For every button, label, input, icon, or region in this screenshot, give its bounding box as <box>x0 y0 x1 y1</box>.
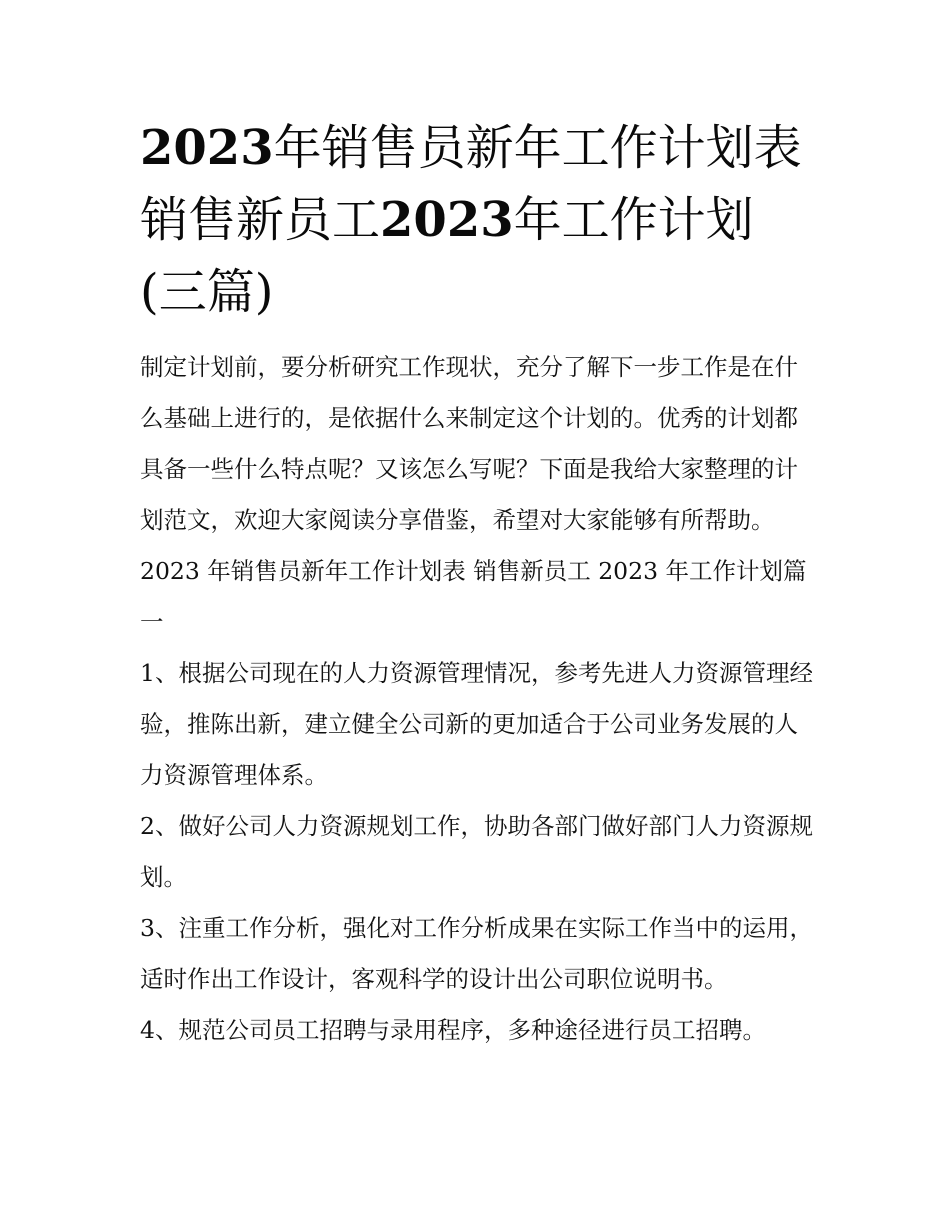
section-heading: 2023 年销售员新年工作计划表 销售新员工 2023 年工作计划篇一 <box>140 557 807 636</box>
list-item: 3、注重工作分析，强化对工作分析成果在实际工作当中的运用，适时作出工作设计，客观科学的设计出公司职位说明书。 <box>140 914 813 993</box>
document-content <box>140 112 820 1056</box>
list-item: 4、规范公司员工招聘与录用程序，多种途径进行员工招聘。 <box>140 1016 766 1044</box>
intro-paragraph: 制定计划前，要分析研究工作现状，充分了解下一步工作是在什么基础上进行的，是依据什么来制定这个计划的。优秀的计划都具备一些什么特点呢？又该怎么写呢？下面是我给大家整理的计划范文，欢迎大家阅读分享借鉴，希望对大家能够有所帮助。 <box>140 353 798 534</box>
title-text-1: 年销售员新年工作计划表 <box>273 120 802 176</box>
list-item: 1、根据公司现在的人力资源管理情况，参考先进人力资源管理经验，推陈出新，建立健全公司新的更加适合于公司业务发展的人力资源管理体系。 <box>140 659 813 789</box>
title-text-2b: 年工作计划 <box>513 192 754 248</box>
title-text-2a: 销售新员工 <box>140 192 381 248</box>
title-year-2: 2023 <box>380 192 514 248</box>
document-title <box>140 112 820 328</box>
title-year-1: 2023 <box>140 120 274 176</box>
list-item: 2、做好公司人力资源规划工作，协助各部门做好部门人力资源规划。 <box>140 812 813 891</box>
title-text-3: (三篇) <box>140 264 274 320</box>
